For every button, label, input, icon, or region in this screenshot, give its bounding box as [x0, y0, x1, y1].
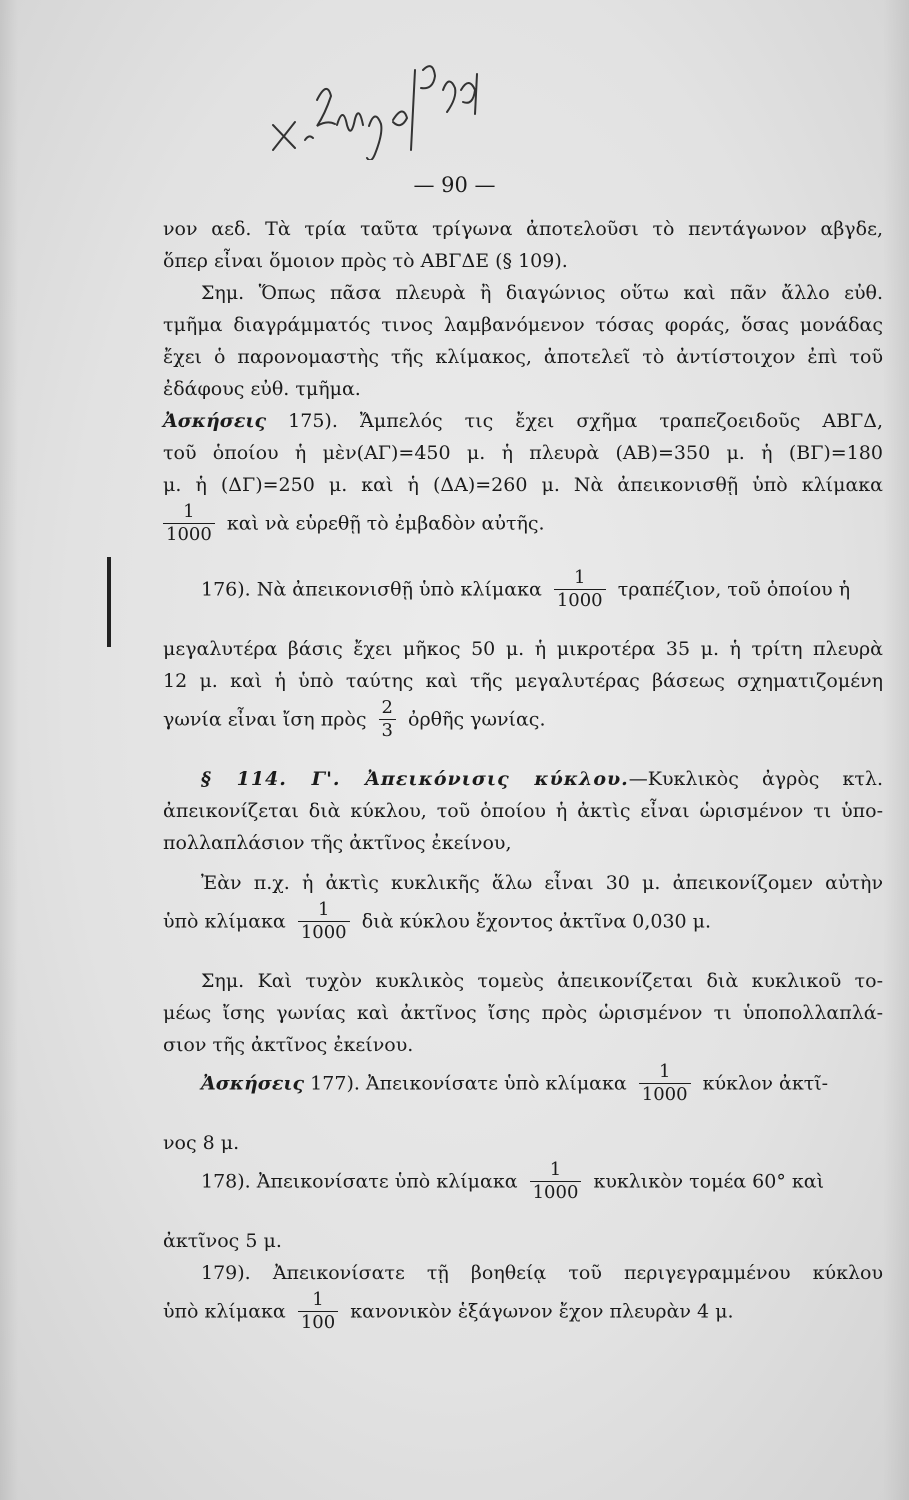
section-heading-line	[163, 763, 883, 795]
section-heading: § 114. Γ'. Ἀπεικόνισις κύκλου.	[201, 768, 629, 790]
text-line: νος 8 μ.	[163, 1132, 240, 1154]
fraction-1-1000	[530, 1159, 582, 1204]
fraction-1-100	[298, 1289, 338, 1334]
text-line: ἔχει ὁ παρονομαστὴς τῆς κλίμακος, ἀποτελεῖ τὸ ἀντίστοιχον ἐπὶ τοῦ	[163, 346, 883, 368]
handwritten-annotation	[265, 30, 505, 160]
fraction-line	[163, 697, 883, 763]
text-span: 175). Ἄμπελός τις ἔχει σχῆμα τραπεζοειδοῦς ΑΒΓΔ,	[266, 410, 883, 432]
exercises-label: Ἀσκήσεις	[163, 410, 267, 432]
fraction-line	[163, 501, 883, 567]
text-span: καὶ νὰ εὑρεθῇ τὸ ἐμβαδὸν αὐτῆς.	[226, 512, 545, 535]
text-line: τμῆμα διαγράμματός τινος λαμβανόμενον τόσας φοράς, ὅσας μονάδας	[163, 314, 883, 336]
text-span: 177). Ἀπεικονίσατε ὑπὸ κλίμακα	[304, 1072, 627, 1095]
text-line: Ἐὰν π.χ. ἡ ἀκτὶς κυκλικῆς ἅλω εἶναι 30 μ. ἀπεικονίζομεν αὐτὴν	[201, 872, 883, 894]
text-span: κύκλον ἀκτῖ-	[702, 1072, 829, 1095]
text-span: 178). Ἀπεικονίσατε ὑπὸ κλίμακα	[201, 1170, 518, 1193]
fraction-1-1000	[554, 567, 606, 612]
text-line: 179). Ἀπεικονίσατε τῇ βοηθείᾳ τοῦ περιγεγραμμένου κύκλου	[201, 1262, 883, 1284]
page-body	[163, 213, 883, 1355]
margin-mark	[107, 557, 111, 647]
fraction-line	[163, 899, 883, 965]
text-line: νον αεδ. Τὰ τρία ταῦτα τρίγωνα ἀποτελοῦσι τὸ πεντάγωνον αβγδε,	[163, 218, 883, 240]
text-span: διὰ κύκλου ἔχοντος ἀκτῖνα 0,030 μ.	[361, 910, 712, 933]
fraction-denominator: 1000	[163, 523, 215, 546]
text-line: Σημ. Καὶ τυχὸν κυκλικὸς τομεὺς ἀπεικονίζεται διὰ κυκλικοῦ το-	[201, 970, 883, 992]
text-line: ὅπερ εἶναι ὅμοιον πρὸς τὸ ΑΒΓΔΕ (§ 109).	[163, 250, 568, 272]
fraction-numerator: 1	[574, 567, 586, 588]
text-line: τοῦ ὁποίου ἡ μὲν(ΑΓ)=450 μ. ἡ πλευρὰ (ΑΒ)=350 μ. ἡ (ΒΓ)=180	[163, 442, 883, 464]
text-span: —Κυκλικὸς ἀγρὸς κτλ.	[628, 768, 883, 790]
exercise-heading-line	[163, 405, 883, 437]
text-line: μεγαλυτέρα βάσις ἔχει μῆκος 50 μ. ἡ μικροτέρα 35 μ. ἡ τρίτη πλευρὰ	[163, 638, 883, 660]
fraction-line	[163, 1061, 883, 1127]
text-span: κυκλικὸν τομέα 60° καὶ	[593, 1170, 825, 1193]
fraction-line	[163, 1159, 883, 1225]
text-span: κανονικὸν ἑξάγωνον ἔχον πλευρὰν 4 μ.	[350, 1300, 734, 1323]
text-line: ἀκτῖνος 5 μ.	[163, 1230, 282, 1252]
fraction-1-1000	[639, 1061, 691, 1106]
fraction-numerator: 1	[183, 501, 195, 522]
fraction-denominator: 1000	[639, 1083, 691, 1106]
fraction-numerator: 2	[381, 697, 393, 718]
exercises-label: Ἀσκήσεις	[201, 1072, 305, 1095]
fraction-denominator: 3	[379, 719, 396, 742]
text-line: ἀπεικονίζεται διὰ κύκλου, τοῦ ὁποίου ἡ ἀκτὶς εἶναι ὡρισμένον τι ὑπο-	[163, 800, 883, 822]
fraction-line	[163, 1289, 883, 1355]
fraction-denominator: 1000	[554, 589, 606, 612]
text-span: ὑπὸ κλίμακα	[163, 1300, 286, 1323]
fraction-1-1000	[163, 501, 215, 546]
text-span: ὀρθῆς γωνίας.	[408, 708, 546, 731]
fraction-numerator: 1	[549, 1159, 562, 1180]
text-line: 12 μ. καὶ ἡ ὑπὸ ταύτης καὶ τῆς μεγαλυτέρας βάσεως σχηματιζομένη	[163, 670, 883, 692]
fraction-denominator: 1000	[530, 1181, 582, 1204]
fraction-2-3	[379, 697, 396, 742]
text-line: μ. ἡ (ΔΓ)=250 μ. καὶ ἡ (ΔΑ)=260 μ. Νὰ ἀπεικονισθῇ ὑπὸ κλίμακα	[163, 474, 883, 496]
fraction-numerator: 1	[318, 899, 330, 920]
fraction-denominator: 100	[298, 1311, 338, 1334]
text-line: μέως ἴσης γωνίας καὶ ἀκτῖνος ἴσης πρὸς ὡρισμένον τι ὑποπολλαπλά-	[163, 1002, 883, 1024]
fraction-numerator: 1	[312, 1289, 324, 1310]
text-line: ἐδάφους εὐθ. τμῆμα.	[163, 378, 361, 400]
fraction-1-1000	[298, 899, 350, 944]
text-line: σιον τῆς ἀκτῖνος ἐκείνου.	[163, 1034, 414, 1056]
page-number: — 90 —	[413, 173, 496, 197]
text-span: 176). Νὰ ἀπεικονισθῇ ὑπὸ κλίμακα	[201, 578, 542, 601]
text-span: γωνία εἶναι ἴση πρὸς	[163, 708, 367, 731]
page-edge-shadow-right	[883, 0, 909, 1500]
text-span: τραπέζιον, τοῦ ὁποίου ἡ	[617, 578, 851, 601]
text-line: πολλαπλάσιον τῆς ἀκτῖνος ἐκείνου,	[163, 832, 512, 854]
text-span: ὑπὸ κλίμακα	[163, 910, 286, 933]
page-edge-shadow-left	[0, 0, 18, 1500]
text-line: Σημ. Ὅπως πᾶσα πλευρὰ ἢ διαγώνιος οὕτω καὶ πᾶν ἄλλο εὐθ.	[201, 282, 883, 304]
fraction-denominator: 1000	[298, 921, 350, 944]
fraction-line	[163, 567, 883, 633]
fraction-numerator: 1	[658, 1061, 671, 1082]
